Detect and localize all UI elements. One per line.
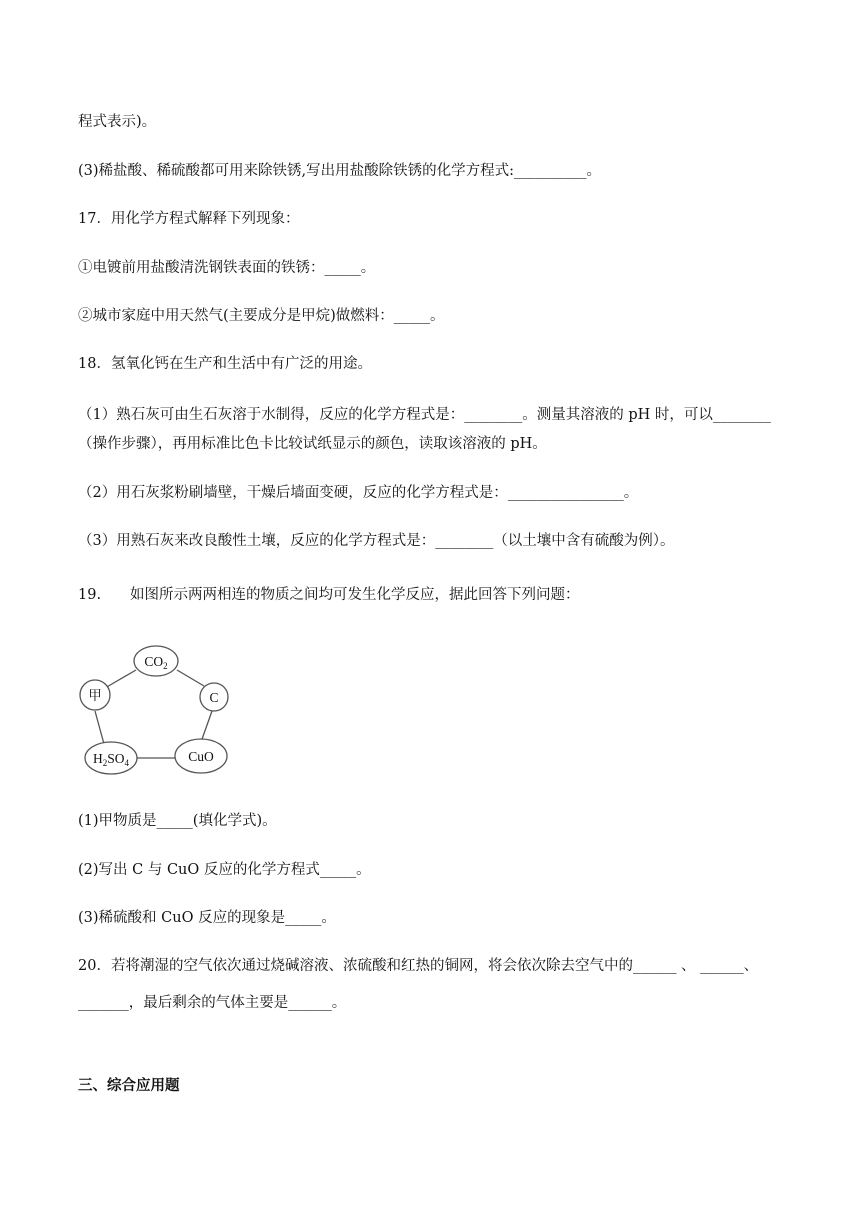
text-line: ①电镀前用盐酸清洗钢铁表面的铁锈：_____。 (78, 260, 376, 276)
edge-c-cuo (201, 711, 212, 742)
text-line: (3)稀盐酸、稀硫酸都可用来除铁锈,写出用盐酸除铁锈的化学方程式:__________。 (78, 163, 602, 179)
text-line: （2）用石灰浆粉刷墙壁，干燥后墙面变硬，反应的化学方程式是：________________。 (78, 485, 639, 501)
node-jia-label: 甲 (88, 688, 102, 703)
node-c-label: C (209, 690, 219, 705)
question-17: 17．用化学方程式解释下列现象： (78, 211, 300, 227)
edge-co2-jia (105, 670, 136, 688)
question-18: 18．氢氧化钙在生产和生活中有广泛的用途。 (78, 356, 372, 372)
text-line: ②城市家庭中用天然气(主要成分是甲烷)做燃料：_____。 (78, 308, 445, 324)
text-line: （3）用熟石灰来改良酸性土壤，反应的化学方程式是：________（以土壤中含有硫酸为例）。 (78, 533, 675, 549)
text-line: (3)稀硫酸和 CuO 反应的现象是_____。 (78, 910, 336, 926)
node-cuo-label: CuO (188, 749, 214, 764)
node-h2so4-label: $H_2SO_4$ (92, 751, 130, 768)
section-title: 三、综合应用题 (78, 1078, 180, 1094)
text-line: _______，最后剩余的气体主要是______。 (78, 995, 347, 1011)
reaction-diagram (76, 640, 236, 785)
question-19: 19. 如图所示两两相连的物质之间均可发生化学反应，据此回答下列问题： (78, 587, 580, 603)
node-co2-label: $CO_2$ (144, 654, 168, 671)
text-line: (2)写出 C 与 CuO 反应的化学方程式_____。 (78, 862, 371, 878)
edge-co2-c (177, 670, 204, 686)
edge-jia-h2so4 (95, 711, 104, 744)
question-20: 20．若将潮湿的空气依次通过烧碱溶液、浓硫酸和红热的铜网，将会依次除去空气中的______ 、 ______、 (78, 958, 759, 974)
text-line: (1)甲物质是_____(填化学式)。 (78, 813, 277, 829)
text-line: （操作步骤），再用标准比色卡比较试纸显示的颜色，读取该溶液的 pH。 (78, 436, 547, 452)
text-line: 程式表示)。 (78, 114, 157, 130)
text-line: （1）熟石灰可由生石灰溶于水制得，反应的化学方程式是：________。测量其溶液的 pH 时，可以________ (78, 407, 771, 423)
